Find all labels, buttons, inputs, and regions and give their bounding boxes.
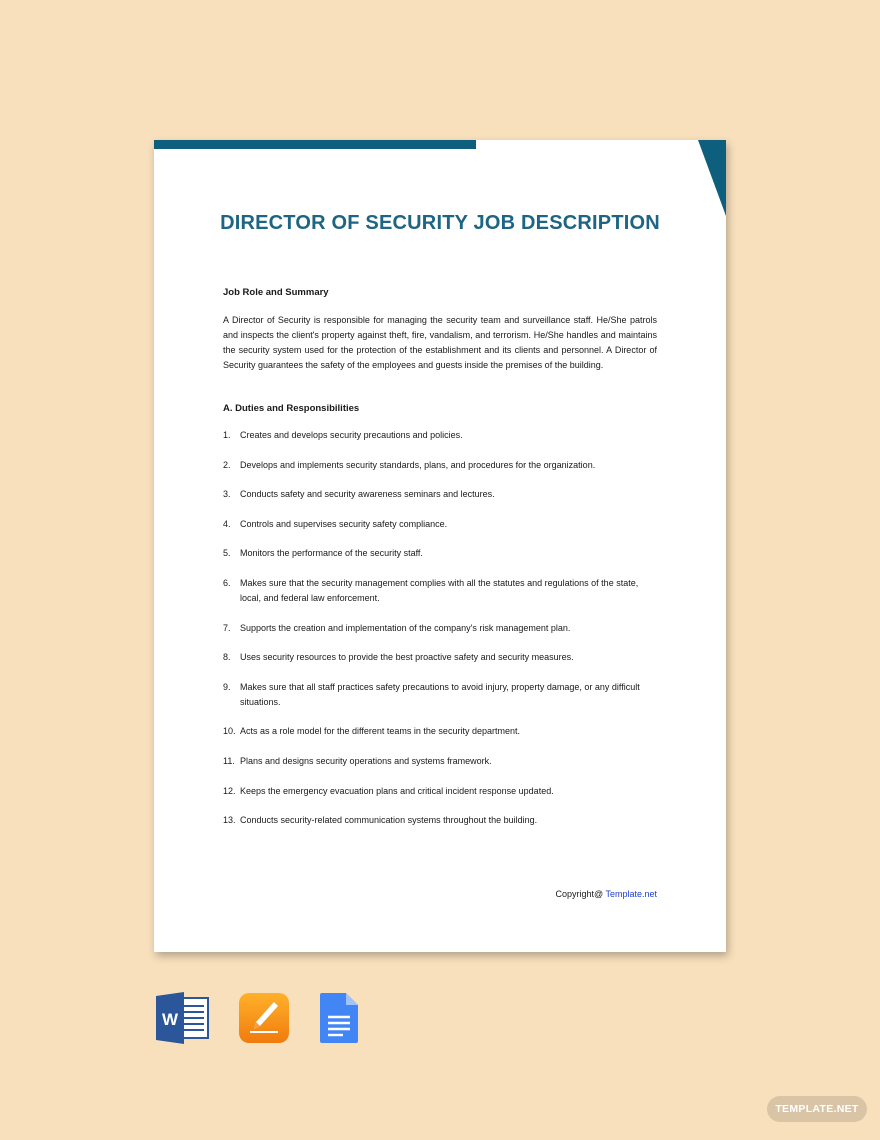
duty-text: Makes sure that the security management complies with all the statutes and regulations of the state, local, and federal law enforcement.: [240, 577, 639, 603]
duty-item: [223, 650, 657, 665]
summary-heading: Job Role and Summary: [223, 287, 329, 298]
template-net-watermark: TEMPLATE.NET: [767, 1096, 867, 1122]
duty-text: Develops and implements security standards, plans, and procedures for the organization.: [240, 459, 596, 470]
duty-item: [223, 724, 657, 739]
duty-text: Monitors the performance of the security staff.: [240, 548, 423, 559]
google-docs-icon[interactable]: [318, 992, 360, 1044]
document-title: DIRECTOR OF SECURITY JOB DESCRIPTION: [220, 212, 660, 234]
duty-number: 11.: [223, 755, 235, 766]
duty-text: Plans and designs security operations and systems framework.: [240, 755, 492, 766]
duty-number: 5.: [223, 548, 231, 559]
duty-text: Creates and develops security precautions and policies.: [240, 430, 463, 440]
duties-heading: A. Duties and Responsibilities: [223, 403, 360, 414]
duty-number: 13.: [223, 815, 236, 826]
microsoft-word-icon[interactable]: [154, 992, 210, 1044]
duty-text: Conducts safety and security awareness seminars and lectures.: [240, 489, 495, 500]
document-page: [154, 140, 726, 952]
duty-item: [223, 680, 657, 710]
duties-list: [223, 428, 657, 828]
top-accent-bar: [154, 140, 476, 149]
duty-text: Makes sure that all staff practices safety precautions to avoid injury, property damage, or any difficult situations.: [240, 681, 640, 707]
duty-number: 7.: [223, 622, 231, 633]
duty-item: [223, 784, 657, 799]
duty-item: [223, 621, 657, 636]
duty-text: Controls and supervises security safety compliance.: [240, 518, 448, 529]
duty-item: [223, 428, 657, 443]
duty-text: Acts as a role model for the different teams in the security department.: [240, 726, 520, 737]
duty-number: 3.: [223, 489, 231, 500]
duty-number: 2.: [223, 459, 231, 470]
duty-item: [223, 487, 657, 502]
duty-item: [223, 813, 657, 828]
svg-text:W: W: [161, 1010, 179, 1029]
corner-accent-triangle: [698, 140, 726, 216]
duty-item: [223, 576, 657, 606]
duty-item: [223, 754, 657, 769]
duty-item: [223, 458, 657, 473]
copyright-link[interactable]: Template.net: [605, 889, 657, 899]
duty-text: Conducts security-related communication systems throughout the building.: [240, 815, 538, 826]
copyright-label: Copyright@: [555, 889, 604, 899]
duty-number: 4.: [223, 518, 231, 529]
duty-item: [223, 517, 657, 532]
duty-text: Uses security resources to provide the best proactive safety and security measures.: [240, 652, 574, 663]
apple-pages-icon[interactable]: [238, 992, 290, 1044]
duty-number: 1.: [223, 430, 231, 440]
document-body: [223, 287, 657, 843]
duty-number: 8.: [223, 652, 231, 663]
duty-number: 12.: [223, 785, 236, 796]
duty-text: Supports the creation and implementation of the company's risk management plan.: [240, 622, 571, 633]
duty-number: 9.: [223, 681, 231, 692]
duty-number: 10.: [223, 726, 236, 737]
duty-number: 6.: [223, 577, 231, 588]
summary-paragraph: A Director of Security is responsible for managing the security team and surveillance staff. He/She patrols and inspects the client's property against theft, fire, vandalism, and terrorism. He/She handles and maintains the security system used for the protection of the establishment and its clients and personnel. A Director of Security guarantees the safety of the employees and guests inside the premises of the building.: [223, 315, 657, 370]
duty-text: Keeps the emergency evacuation plans and critical incident response updated.: [240, 785, 554, 796]
duty-item: [223, 546, 657, 561]
copyright-notice: [555, 889, 657, 899]
